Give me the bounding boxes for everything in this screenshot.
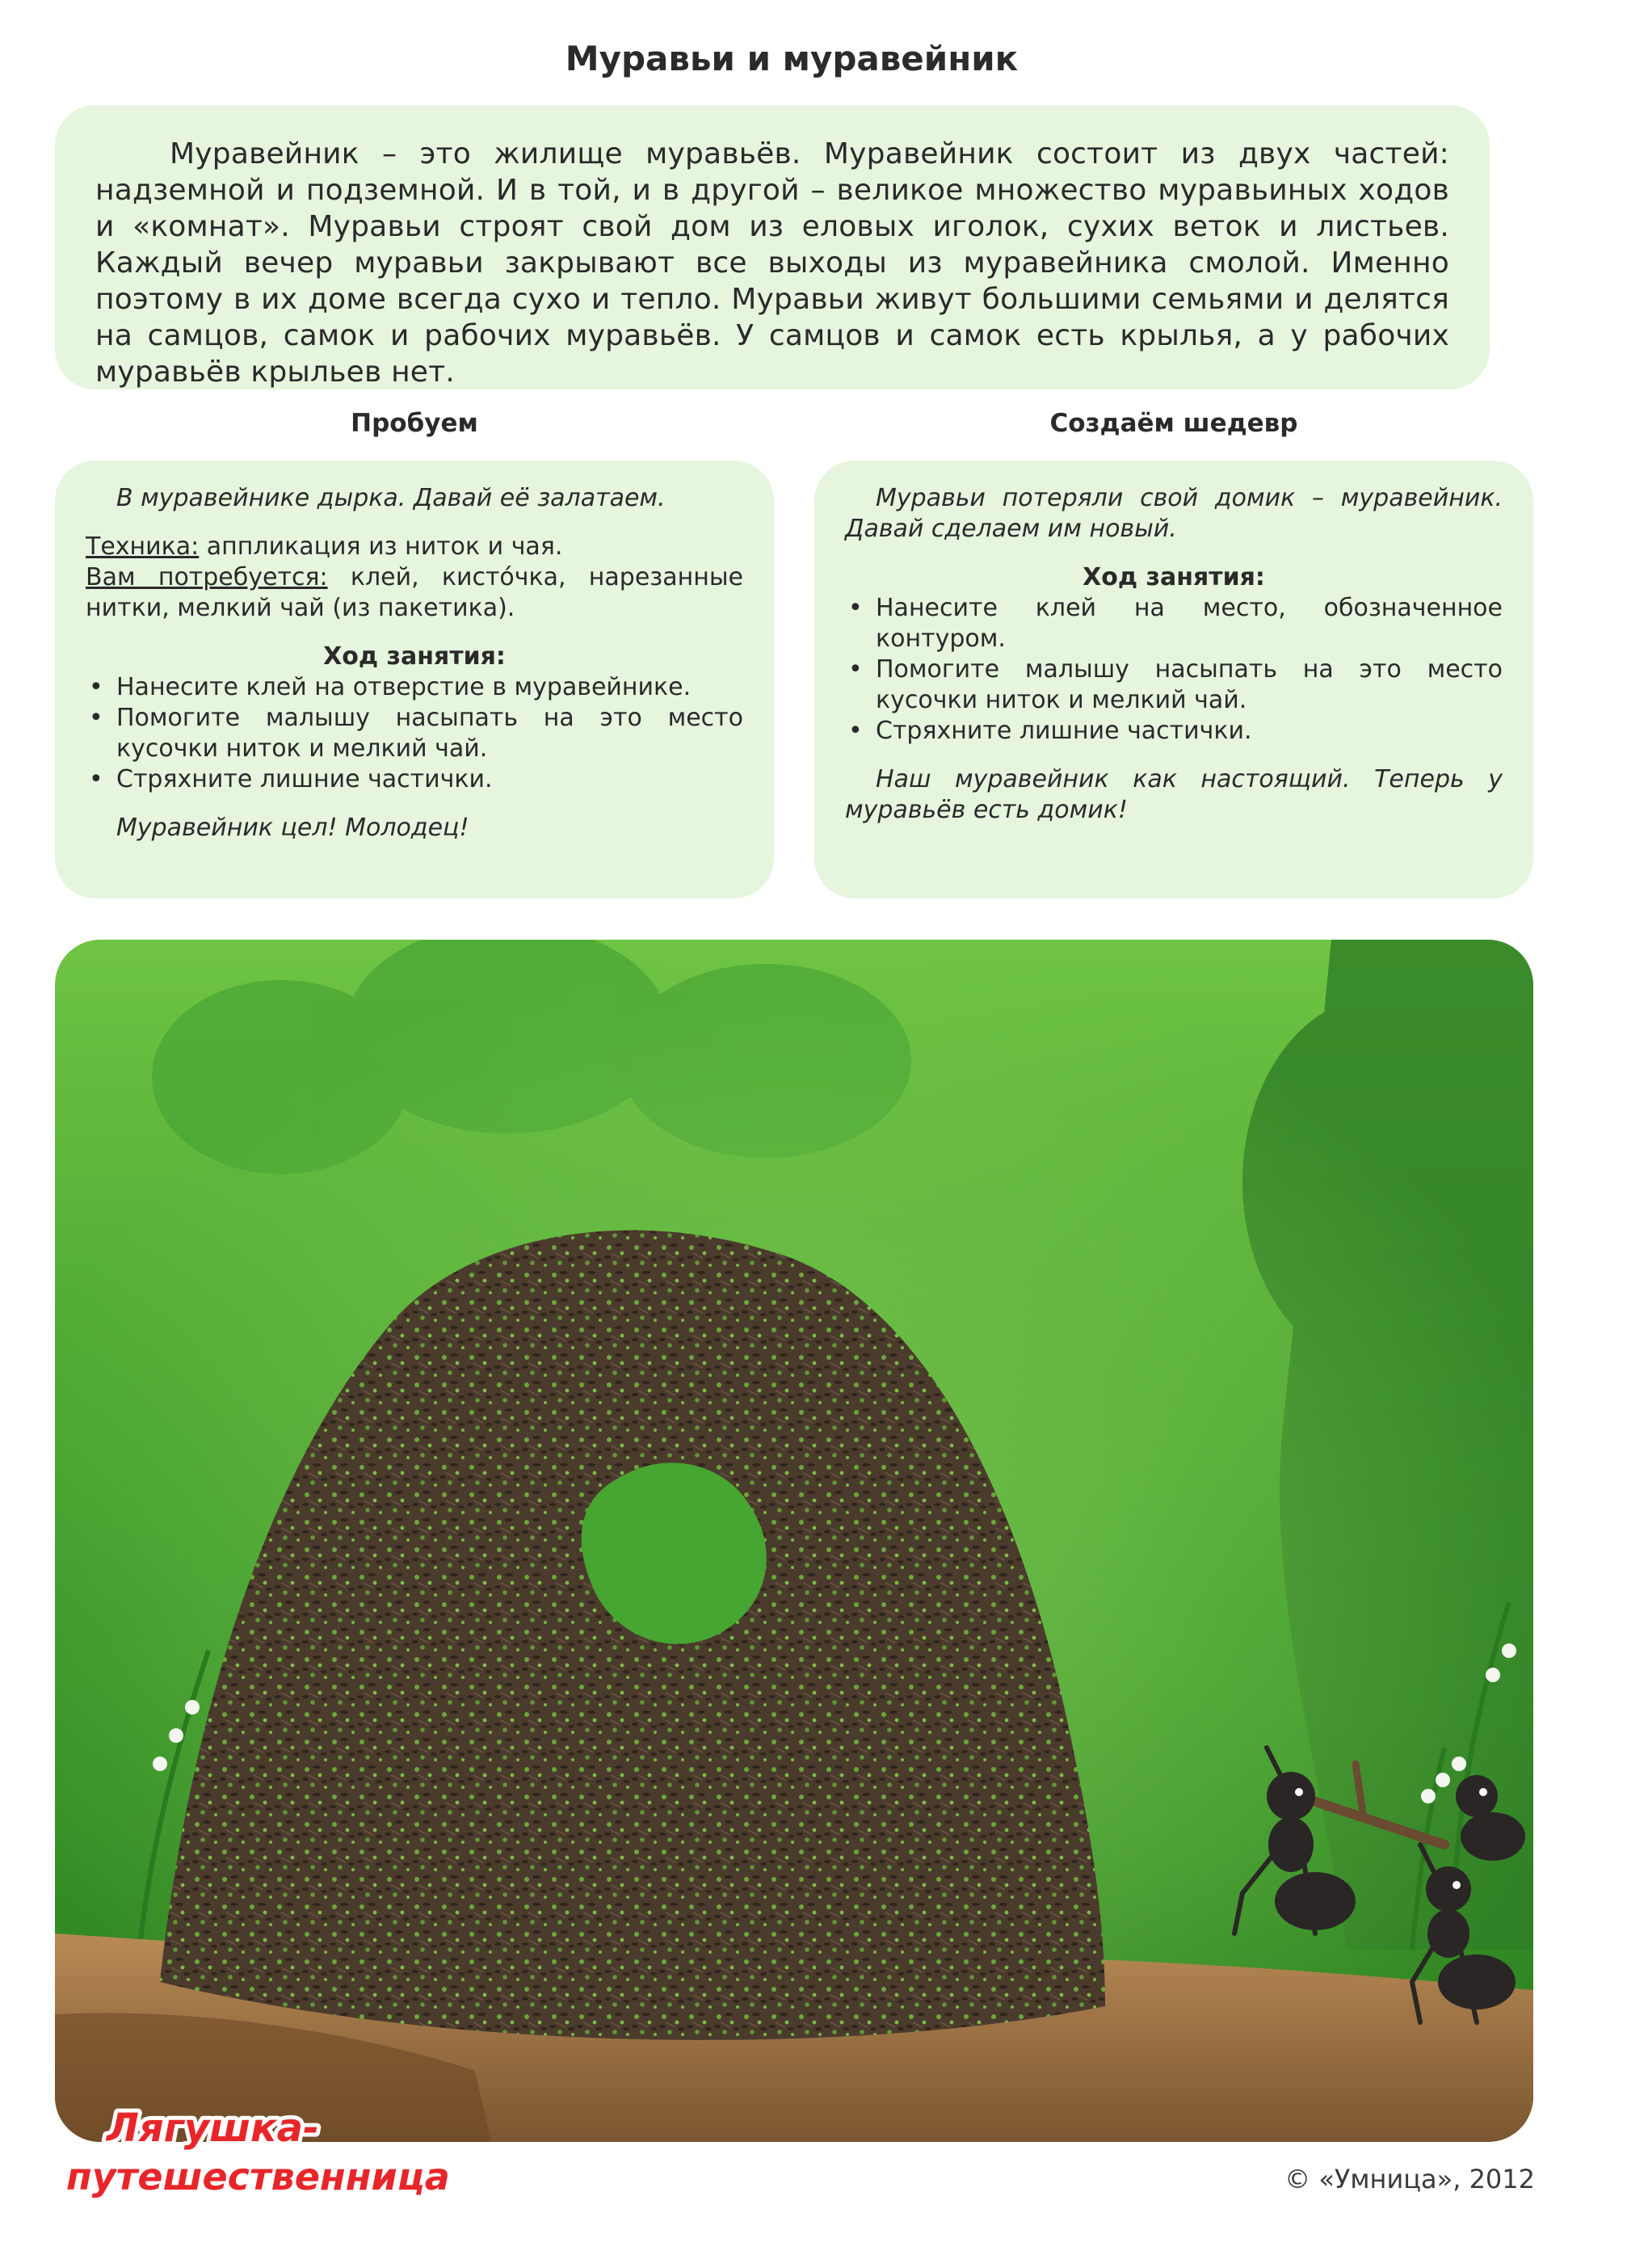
anthill-illustration <box>55 940 1533 2142</box>
copyright: © «Умница», 2012 <box>1284 2164 1535 2194</box>
list-item: • Помогите малышу насыпать на это место кусочки ниток и мелкий чай. <box>845 654 1503 716</box>
try-panel <box>55 461 774 898</box>
materials-line <box>86 562 743 624</box>
masterpiece-steps-title: Ход занятия: <box>1083 563 1265 591</box>
page-title: Муравьи и муравейник <box>565 39 1019 78</box>
try-steps-title: Ход занятия: <box>323 642 506 671</box>
materials-label: Вам потребуется: <box>86 563 328 591</box>
technique-label: Техника: <box>86 532 200 561</box>
list-item: • Стряхните лишние частички. <box>845 716 1503 747</box>
try-closing: Муравейник цел! Молодец! <box>116 814 469 842</box>
left-heading: Пробуем <box>351 409 478 438</box>
list-item: • Нанесите клей на место, обозначенное контуром. <box>845 593 1503 654</box>
intro-text: Муравейник – это жилище муравьёв. Муравейник состоит из двух частей: надземной и подземной. И в той, и в другой – великое множество муравьиных ходов и «комнат». Муравьи строят свой дом из еловых иголок, сухих веток и листьев. Каждый вечер муравьи закрывают все выходы из муравейника смолой. Именно поэтому в их доме всегда сухо и тепло. Муравьи живут большими семьями и делятся на самцов, самок и рабочих муравьёв. У самцов и самок есть крылья, а у рабочих муравьёв крыльев нет. <box>95 137 1449 389</box>
masterpiece-closing: Наш муравейник как настоящий. Теперь у муравьёв есть домик! <box>845 765 1503 824</box>
masterpiece-lead: Муравьи потеряли свой домик – муравейник. Давай сделаем им новый. <box>845 484 1503 543</box>
list-item: • Стряхните лишние частички. <box>86 764 743 795</box>
list-item: • Помогите малышу насыпать на это место кусочки ниток и мелкий чай. <box>86 703 743 764</box>
masterpiece-panel <box>814 461 1533 898</box>
intro-panel <box>55 105 1490 389</box>
materials-value: клей, кисто́чка, нарезанные нитки, мелкий чай (из пакетика). <box>86 563 743 622</box>
technique-line <box>86 532 743 562</box>
right-heading: Создаём шедевр <box>1049 409 1298 438</box>
logo-line-2: путешественница <box>66 2155 450 2199</box>
technique-value: аппликация из ниток и чая. <box>199 532 563 561</box>
masterpiece-steps-list <box>845 593 1503 747</box>
list-item: • Нанесите клей на отверстие в муравейнике. <box>86 672 743 703</box>
logo <box>66 2099 486 2204</box>
try-steps-list <box>86 672 743 795</box>
try-lead: В муравейнике дырка. Давай её залатаем. <box>116 484 666 512</box>
logo-line-1: Лягушка- <box>107 2106 319 2151</box>
